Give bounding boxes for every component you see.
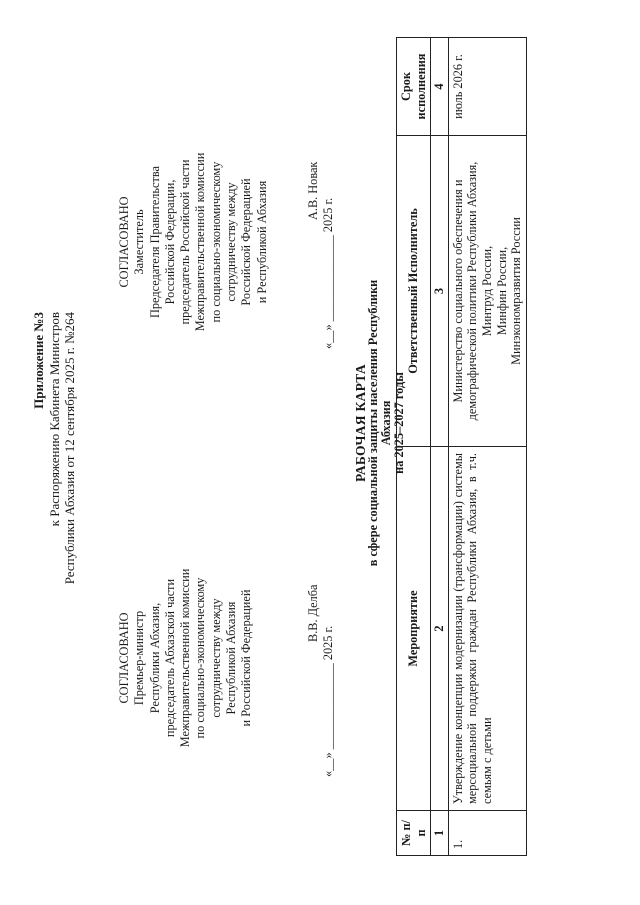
- appendix-header: [31, 312, 78, 642]
- approval-line: и Российской Федерацией: [239, 589, 254, 727]
- approval-line: председатель Абхазской части: [162, 578, 177, 738]
- approval-line: Межправительственной комиссии: [193, 152, 208, 332]
- approval-line: по социально-экономическому: [208, 161, 223, 323]
- row-number: 1.: [448, 811, 526, 856]
- title-subject: в сфере социальной защиты населения Республики Абхазия: [366, 279, 393, 567]
- approval-line: Республики Абхазия,: [147, 602, 162, 714]
- signature-date: «__» ______________ 2025 г.: [321, 197, 335, 349]
- title-main: РАБОЧАЯ КАРТА: [353, 364, 368, 482]
- header-responsible: Ответственный Исполнитель: [397, 136, 431, 447]
- row-term: июль 2026 г.: [448, 38, 526, 136]
- header-number: № п/п: [397, 811, 431, 856]
- column-number: 2: [431, 447, 449, 811]
- header-activity: Мероприятие: [397, 447, 431, 811]
- responsible-line: Минтруд России,: [479, 245, 494, 337]
- approval-line: Республикой Абхазия: [224, 601, 239, 715]
- signatory-name: В.В. Делба: [306, 584, 320, 642]
- signatory-name: А.В. Новак: [306, 161, 320, 220]
- work-plan-table: [396, 37, 527, 856]
- approval-heading: СОГЛАСОВАНО: [117, 196, 131, 288]
- table-header-row: [397, 38, 431, 856]
- approval-line: Российской Федерацией: [239, 178, 254, 306]
- column-number: 4: [431, 38, 449, 136]
- approval-line: Заместитель: [132, 209, 147, 275]
- row-responsible: [448, 136, 526, 447]
- approval-line: по социально-экономическому: [193, 577, 208, 739]
- column-number: 1: [431, 811, 449, 856]
- row-activity: Утверждение концепции модернизации (трансформации) системы мерсоциальной поддержки граждан Республики Абхазия, в т.ч. семьям с детьми: [448, 447, 526, 811]
- appendix-decree: Республики Абхазия от 12 сентября 2025 г. №264: [62, 312, 77, 585]
- approval-heading: СОГЛАСОВАНО: [117, 612, 131, 704]
- column-number-row: [431, 38, 449, 856]
- appendix-reference: к Распоряжению Кабинета Министров: [46, 312, 62, 527]
- approval-block-abkhazia: [117, 553, 255, 763]
- approval-block-russia: [117, 137, 270, 347]
- approval-line: председатель Российской части: [178, 159, 193, 325]
- approval-line: Российской Федерации,: [162, 179, 177, 305]
- approval-line: сотрудничеству между: [208, 598, 223, 718]
- header-term: Срок исполнения: [397, 38, 431, 136]
- signature-date: «__» ______________ 2025 г.: [321, 625, 335, 777]
- appendix-number: Приложение №3: [31, 312, 46, 409]
- approval-line: Межправительственной комиссии: [178, 568, 193, 748]
- approval-line: сотрудничеству между: [224, 182, 239, 302]
- table-row: [448, 38, 526, 856]
- approval-line: и Республикой Абхазия: [254, 180, 269, 304]
- approval-line: Председателя Правительства: [147, 166, 162, 318]
- column-number: 3: [431, 136, 449, 447]
- responsible-line: Минэкономразвития России: [509, 217, 524, 365]
- title-period: на 2025–2027 годы: [392, 372, 406, 474]
- approval-line: Премьер-министр: [132, 610, 147, 706]
- responsible-line: Минфин России,: [494, 246, 509, 336]
- responsible-line: Министерство социального обеспечения и демографической политики Республики Абхазия,: [450, 161, 480, 421]
